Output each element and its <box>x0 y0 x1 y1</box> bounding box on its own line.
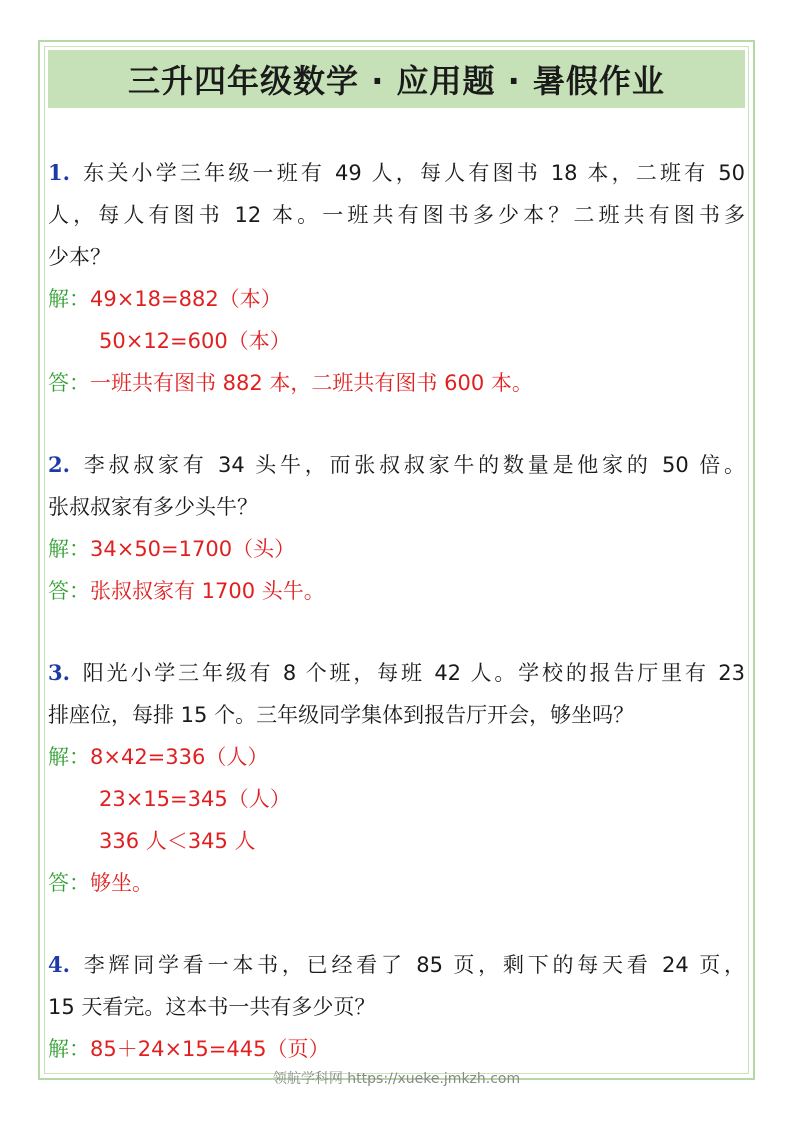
question-2 <box>48 444 748 612</box>
solution-step: 336 人＜345 人 <box>99 829 256 853</box>
answer-text: 够坐。 <box>90 871 153 895</box>
question-text-line: 少本？ <box>48 245 111 269</box>
question-text-line: 1. 东关小学三年级一班有 49 人，每人有图书 18 本，二班有 50 <box>48 160 745 185</box>
question-number: 4. <box>48 952 70 977</box>
solution-step: 23×15=345（人） <box>99 787 291 811</box>
question-text-line: 排座位，每排 15 个。三年级同学集体到报告厅开会，够坐吗？ <box>48 703 635 727</box>
footer-watermark: 领航学科网 https://xueke.jmkzh.com <box>272 1071 521 1087</box>
solution-step: 50×12=600（本） <box>99 329 291 353</box>
solution-label: 解： <box>48 537 90 561</box>
question-text-line: 2. 李叔叔家有 34 头牛，而张叔叔家牛的数量是他家的 50 倍。 <box>48 452 745 477</box>
question-number: 3. <box>48 660 70 685</box>
question-text-line: 张叔叔家有多少头牛？ <box>48 495 258 519</box>
solution-step: 85＋24×15=445（页） <box>90 1037 330 1061</box>
answer-text: 一班共有图书 882 本，二班共有图书 600 本。 <box>90 371 533 395</box>
title-banner <box>48 50 745 108</box>
question-text-line: 15 天看完。这本书一共有多少页？ <box>48 995 376 1019</box>
solution-label: 解： <box>48 1037 90 1061</box>
answer-line <box>48 362 748 404</box>
question-text-line: 3. 阳光小学三年级有 8 个班，每班 42 人。学校的报告厅里有 23 <box>48 660 745 685</box>
solution-label: 解： <box>48 287 90 311</box>
question-4 <box>48 944 748 1070</box>
answer-label: 答： <box>48 579 90 603</box>
answer-text: 张叔叔家有 1700 头牛。 <box>90 579 325 603</box>
answer-line <box>48 862 748 904</box>
question-1 <box>48 152 748 404</box>
solution-line <box>48 528 748 570</box>
answer-line <box>48 570 748 612</box>
solution-step: 49×18=882（本） <box>90 287 282 311</box>
question-number: 1. <box>48 160 70 185</box>
question-text-line: 4. 李辉同学看一本书，已经看了 85 页，剩下的每天看 24 页， <box>48 952 745 977</box>
solution-label: 解： <box>48 745 90 769</box>
question-text-line: 人，每人有图书 12 本。一班共有图书多少本？二班共有图书多 <box>48 203 745 227</box>
solution-line <box>48 1028 748 1070</box>
page-title: 三升四年级数学 · 应用题 · 暑假作业 <box>128 62 665 100</box>
solution-line <box>48 278 748 320</box>
answer-label: 答： <box>48 871 90 895</box>
questions-content <box>48 152 748 1070</box>
question-3 <box>48 652 748 904</box>
solution-step: 34×50=1700（头） <box>90 537 296 561</box>
solution-step: 8×42=336（人） <box>90 745 269 769</box>
answer-label: 答： <box>48 371 90 395</box>
solution-line <box>48 736 748 778</box>
question-number: 2. <box>48 452 70 477</box>
